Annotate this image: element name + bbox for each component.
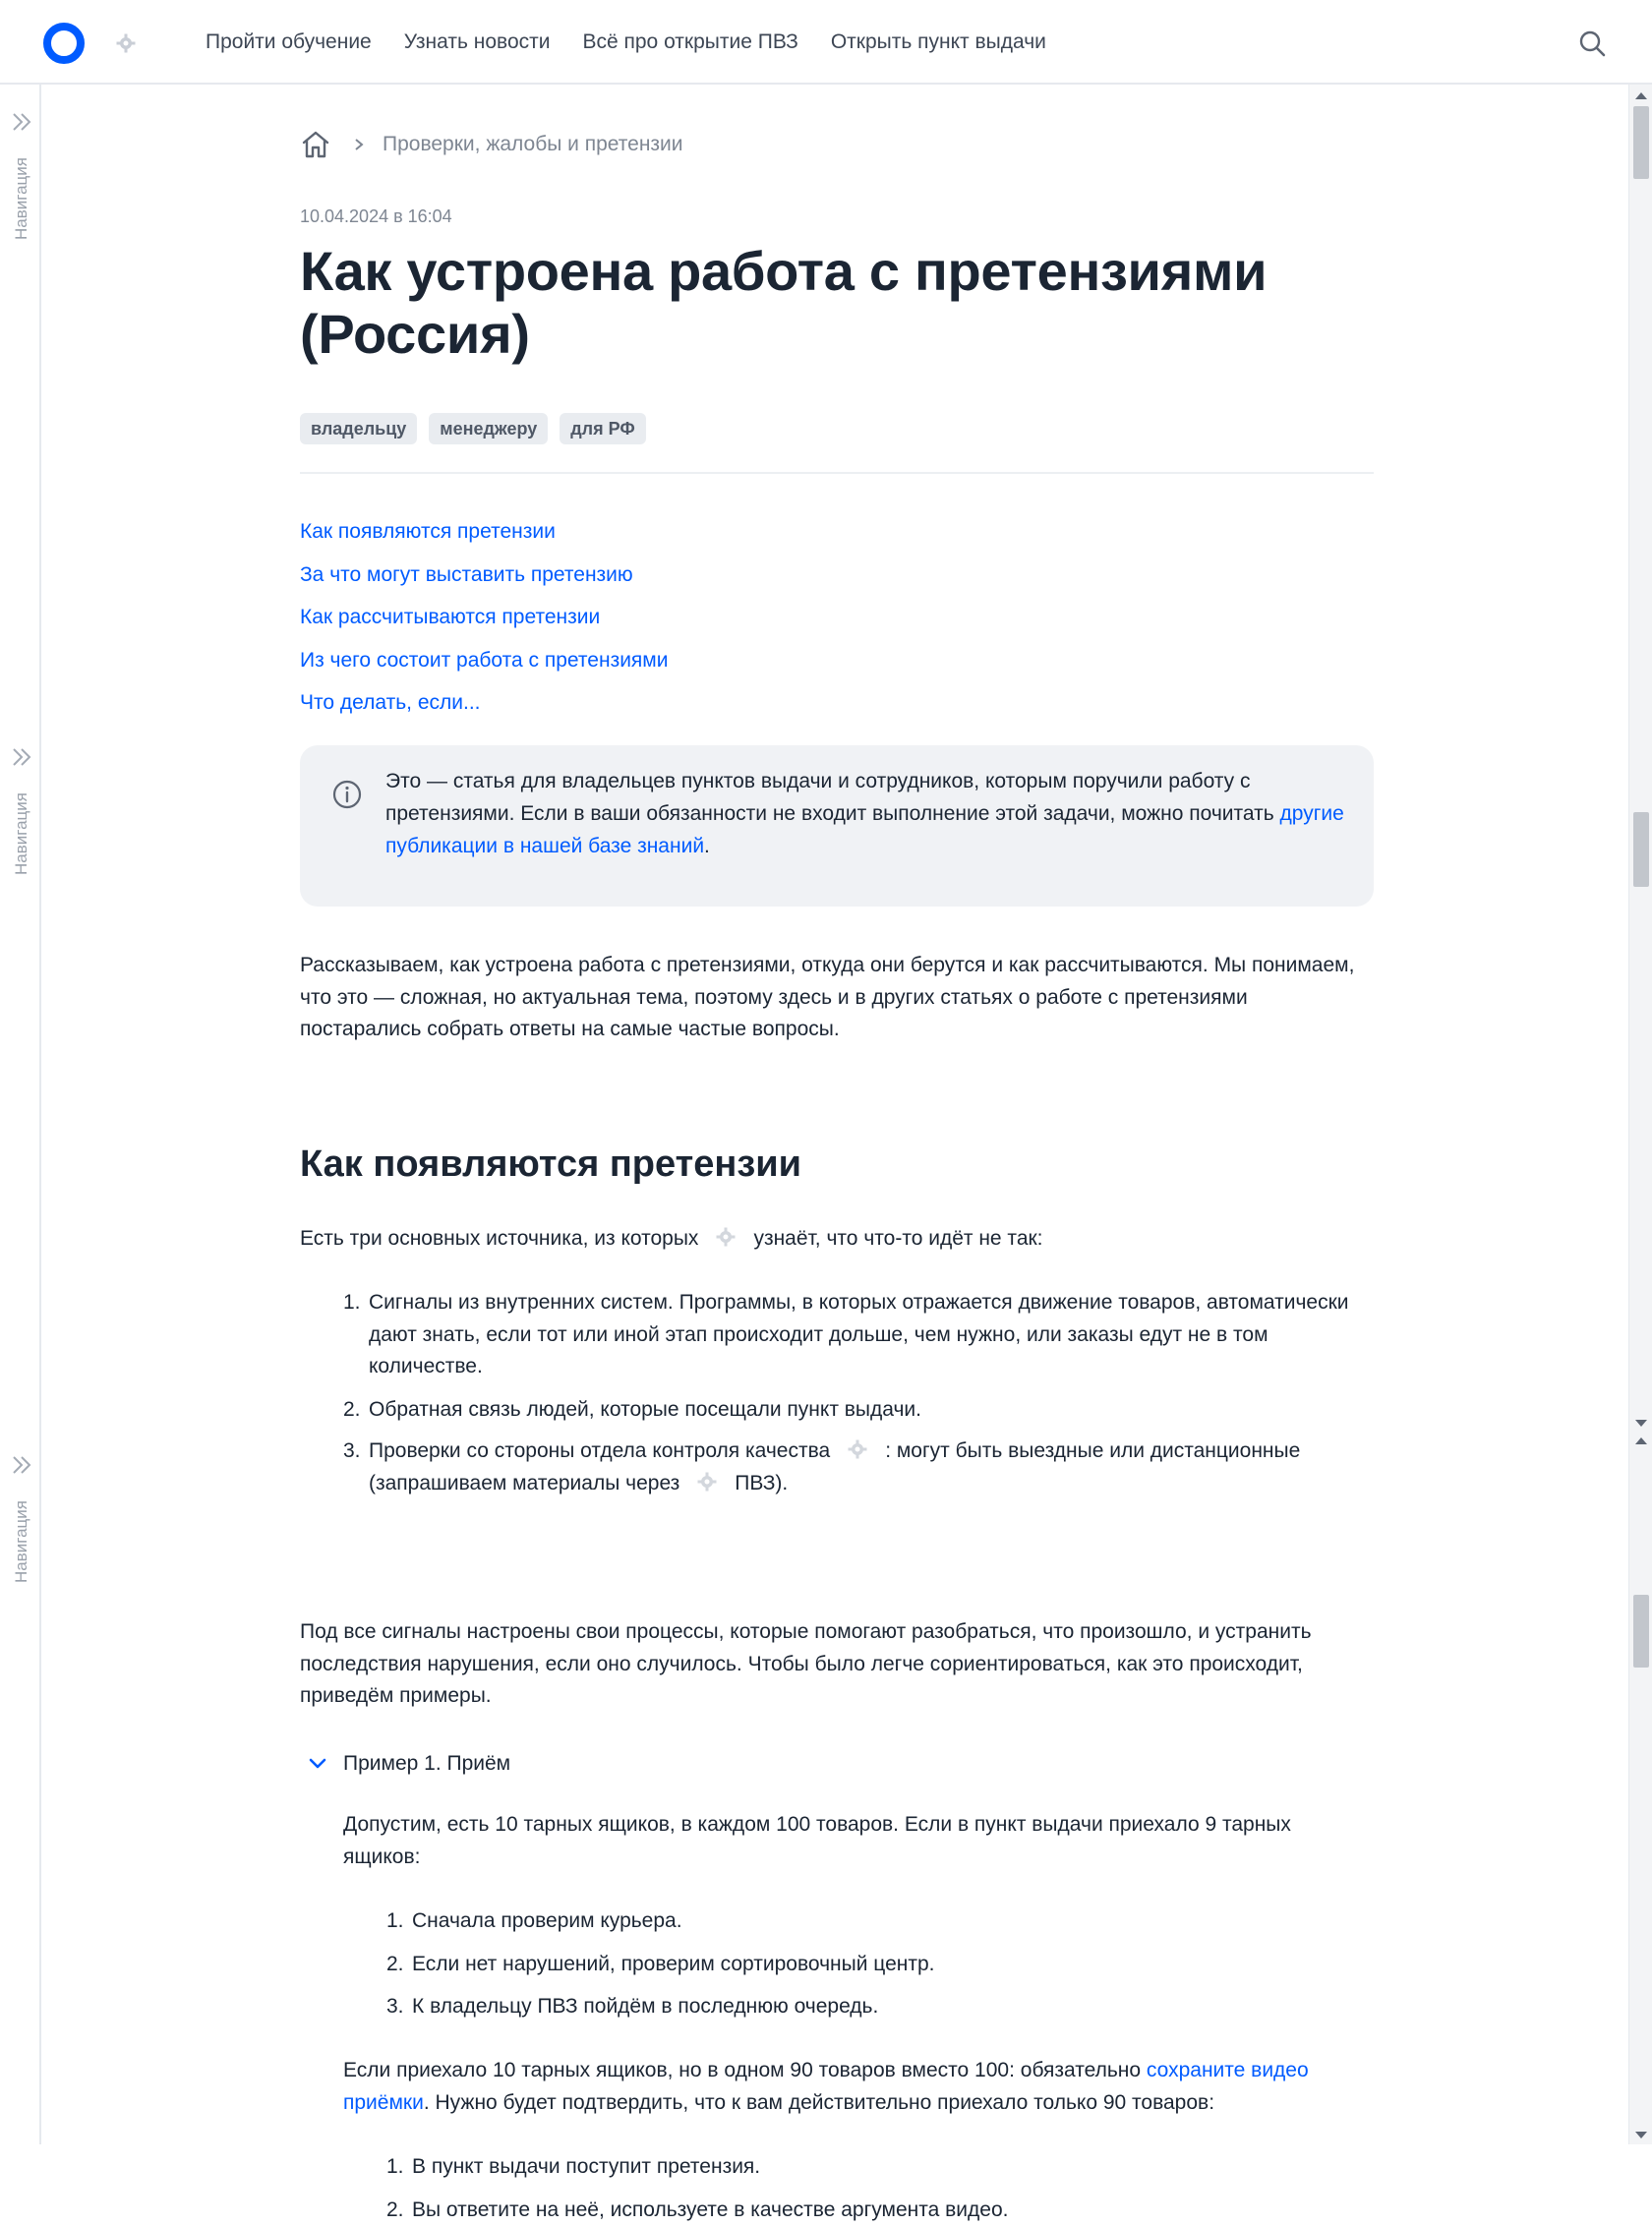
example-steps-list bbox=[386, 2151, 1374, 2226]
chevron-right-icon bbox=[351, 137, 367, 152]
list-item: 1. Сигналы из внутренних систем. Программы, в которых отражается движение товаров, автоматически дают знать, если тот или иной этап происходит дольше, чем нужно, или заказы едут не в том количестве. bbox=[343, 1287, 1374, 1383]
list-item: 3. К владельцу ПВЗ пойдём в последнюю очередь. bbox=[386, 1991, 1374, 2023]
intro-paragraph: Рассказываем, как устроена работа с претензиями, откуда они берутся и как рассчитываются. Мы понимаем, что это — сложная, но актуальная тема, поэтому здесь и в других статьях о работе с претензиями постарались собрать ответы на самые частые вопросы. bbox=[300, 950, 1374, 1046]
navigation-label: Навигация bbox=[12, 1500, 31, 1583]
breadcrumb bbox=[300, 128, 683, 161]
table-of-contents bbox=[300, 517, 668, 732]
gear-icon bbox=[695, 1472, 719, 1492]
scrollbar-thumb[interactable] bbox=[1633, 812, 1649, 887]
example-paragraph: Допустим, есть 10 тарных ящиков, в каждом 100 товаров. Если в пункт выдачи приехало 9 тарных ящиков: bbox=[343, 1809, 1374, 1873]
scroll-up-arrow[interactable] bbox=[1635, 1437, 1647, 1444]
list-item: 3. Проверки со стороны отдела контроля качества : могут быть выездные или дистанционные (запрашиваем материалы через ПВЗ). bbox=[343, 1435, 1374, 1499]
toc-link[interactable]: За что могут выставить претензию bbox=[300, 560, 668, 604]
list-item: 2. Вы ответите на неё, используете в качестве аргумента видео. bbox=[386, 2195, 1374, 2226]
list-item: 2. Если нет нарушений, проверим сортировочный центр. bbox=[386, 1949, 1374, 1981]
home-icon[interactable] bbox=[300, 129, 331, 160]
double-chevron-right-icon bbox=[10, 745, 33, 769]
nav-item-training[interactable]: Пройти обучение bbox=[206, 28, 372, 57]
tag-list bbox=[300, 413, 646, 444]
section-heading: Как появляются претензии bbox=[300, 1141, 801, 1188]
scrollbar[interactable] bbox=[1628, 85, 1652, 2144]
double-chevron-right-icon bbox=[10, 1453, 33, 1477]
processes-paragraph: Под все сигналы настроены свои процессы, которые помогают разобраться, что произошло, и устранить последствия нарушения, если оно случилось. Чтобы было легче сориентироваться, как это происходит, приведём примеры. bbox=[300, 1616, 1374, 1713]
nav-item-open-pickup-point[interactable]: Открыть пункт выдачи bbox=[831, 28, 1046, 57]
sources-list bbox=[343, 1287, 1374, 1499]
logo-icon[interactable] bbox=[43, 23, 85, 64]
toc-link[interactable]: Как появляются претензии bbox=[300, 517, 668, 560]
scroll-up-arrow[interactable] bbox=[1635, 92, 1647, 99]
tag-owner[interactable]: владельцу bbox=[300, 413, 417, 444]
gear-icon bbox=[714, 1227, 738, 1247]
scroll-down-arrow[interactable] bbox=[1635, 2132, 1647, 2138]
toc-link[interactable]: Что делать, если... bbox=[300, 688, 668, 732]
article-date: 10.04.2024 в 16:04 bbox=[300, 206, 452, 227]
tag-manager[interactable]: менеджеру bbox=[429, 413, 548, 444]
scrollbar-thumb[interactable] bbox=[1633, 1595, 1649, 1668]
navigation-label: Навигация bbox=[12, 792, 31, 875]
gear-icon bbox=[846, 1439, 869, 1459]
breadcrumb-section-link[interactable]: Проверки, жалобы и претензии bbox=[383, 133, 683, 156]
scrollbar-thumb[interactable] bbox=[1633, 106, 1649, 179]
sources-paragraph: Есть три основных источника, из которых узнаёт, что что-то идёт не так: bbox=[300, 1223, 1374, 1256]
page-title: Как устроена работа с претензиями (Россия) bbox=[300, 240, 1374, 366]
main-nav bbox=[206, 28, 1046, 57]
list-item: 1. В пункт выдачи поступит претензия. bbox=[386, 2151, 1374, 2184]
example-accordion-toggle[interactable] bbox=[300, 1746, 510, 1782]
knowledge-base-link[interactable]: другие публикации в нашей базе знаний bbox=[385, 802, 1344, 857]
navigation-rail bbox=[0, 85, 41, 2144]
list-item: 1. Сначала проверим курьера. bbox=[386, 1905, 1374, 1938]
toc-link[interactable]: Из чего состоит работа с претензиями bbox=[300, 646, 668, 689]
nav-item-opening-info[interactable]: Всё про открытие ПВЗ bbox=[582, 28, 797, 57]
save-video-link[interactable]: сохраните видео приёмки bbox=[343, 2059, 1309, 2114]
navigation-label: Навигация bbox=[12, 157, 31, 240]
toc-link[interactable]: Как рассчитываются претензии bbox=[300, 603, 668, 646]
tag-russia[interactable]: для РФ bbox=[560, 413, 646, 444]
example-paragraph: Если приехало 10 тарных ящиков, но в одном 90 товаров вместо 100: обязательно сохраните видео приёмки. Нужно будет подтвердить, что к вам действительно приехало только 90 товаров: bbox=[343, 2055, 1374, 2119]
divider bbox=[300, 472, 1374, 474]
info-icon bbox=[331, 779, 363, 810]
accordion-title: Пример 1. Приём bbox=[343, 1752, 510, 1776]
top-header bbox=[0, 0, 1652, 85]
gear-icon bbox=[116, 33, 136, 53]
nav-item-news[interactable]: Узнать новости bbox=[404, 28, 551, 57]
info-notice bbox=[300, 745, 1374, 907]
list-item: 2. Обратная связь людей, которые посещали пункт выдачи. bbox=[343, 1394, 1374, 1427]
search-icon[interactable] bbox=[1578, 29, 1606, 57]
example-steps-list bbox=[386, 1905, 1374, 2023]
notice-text: Это — статья для владельцев пунктов выдачи и сотрудников, которым поручили работу с претензиями. Если в ваши обязанности не входит выполнение этой задачи, можно почитать другие публикации в нашей базе знаний. bbox=[385, 765, 1349, 862]
double-chevron-right-icon bbox=[10, 110, 33, 134]
scroll-down-arrow[interactable] bbox=[1635, 1420, 1647, 1427]
chevron-down-icon bbox=[306, 1752, 329, 1776]
